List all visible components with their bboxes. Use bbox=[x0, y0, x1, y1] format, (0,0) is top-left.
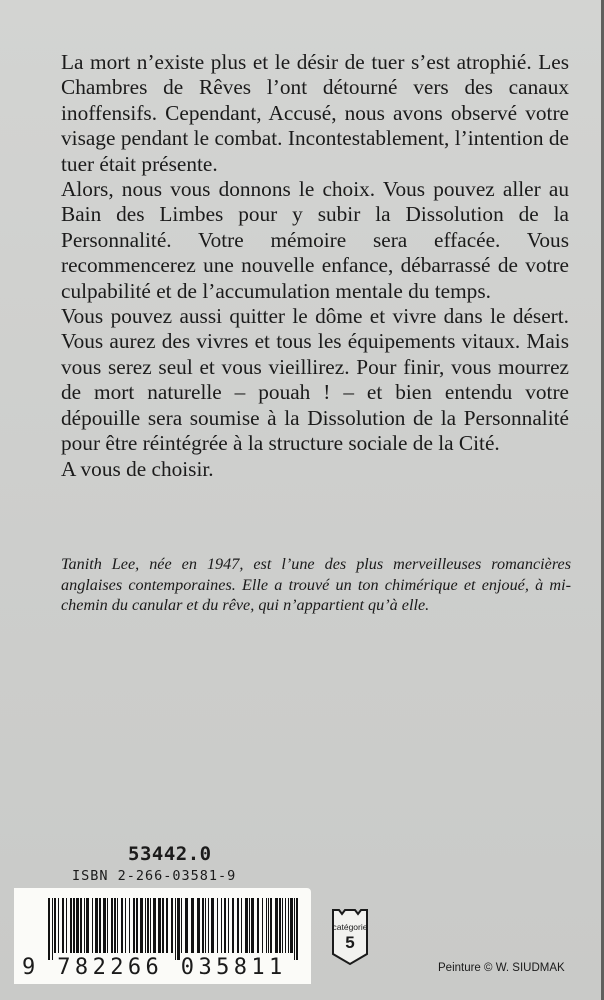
barcode-bar bbox=[185, 898, 188, 953]
barcode-bar bbox=[211, 898, 214, 953]
barcode-bar bbox=[275, 898, 278, 953]
barcode-bar bbox=[99, 898, 101, 953]
barcode-bar bbox=[129, 898, 130, 953]
blurb-paragraph-2: Alors, nous vous donnons le choix. Vous pouvez aller au Bain des Limbes pour y subir la Dissolution de la Personnalité. Votre mémoire sera effacée. Vous recommencerez une nouvelle enfance, débarrassé de votre culpabilité et de l’accumulation mentale du temps. bbox=[61, 177, 569, 303]
barcode-bar bbox=[197, 898, 200, 953]
barcode-bar bbox=[181, 898, 182, 953]
barcode-bar bbox=[232, 898, 234, 953]
category-label: catégorie bbox=[332, 922, 368, 932]
barcode-bar bbox=[111, 898, 113, 953]
barcode-bar bbox=[251, 898, 254, 953]
barcode-bar bbox=[117, 898, 118, 953]
barcode-bar bbox=[270, 898, 272, 953]
barcode-bar bbox=[241, 898, 242, 953]
barcode-bar bbox=[245, 898, 248, 953]
barcode-bar bbox=[290, 898, 293, 953]
barcode-bar bbox=[150, 898, 151, 953]
barcode-bar bbox=[114, 898, 116, 953]
price-code: 53442.0 bbox=[128, 843, 212, 865]
barcode-bar bbox=[257, 898, 259, 953]
barcode-bar bbox=[62, 898, 64, 953]
barcode-bar bbox=[208, 898, 209, 953]
barcode-bar bbox=[279, 898, 281, 953]
barcode-bar bbox=[136, 898, 138, 953]
barcode-bar bbox=[70, 898, 72, 953]
barcode-bar bbox=[140, 898, 143, 953]
barcode-bar bbox=[58, 898, 59, 953]
barcode-bar bbox=[177, 898, 180, 960]
barcode-digits: 9 782266 035811 bbox=[22, 955, 287, 980]
barcode-bar bbox=[54, 898, 56, 953]
barcode-bar bbox=[166, 898, 168, 953]
blurb-paragraph-4: A vous de choisir. bbox=[61, 456, 214, 481]
barcode-bar bbox=[249, 898, 250, 953]
barcode-bar bbox=[228, 898, 229, 953]
barcode-bar bbox=[202, 898, 204, 953]
barcode-bar bbox=[217, 898, 218, 953]
barcode-bar bbox=[66, 898, 67, 953]
barcode-bar bbox=[107, 898, 108, 953]
barcode-bar bbox=[147, 898, 149, 953]
barcode-bar bbox=[294, 898, 295, 960]
barcode-bar bbox=[224, 898, 226, 953]
barcode-bar bbox=[205, 898, 206, 953]
barcode-bar bbox=[171, 898, 173, 953]
category-badge bbox=[331, 908, 369, 966]
barcode-bar bbox=[158, 898, 161, 953]
barcode-bar bbox=[175, 898, 176, 960]
blurb-text bbox=[61, 50, 569, 482]
isbn: ISBN 2-266-03581-9 bbox=[72, 868, 237, 884]
barcode-bar bbox=[266, 898, 267, 953]
author-bio: Tanith Lee, née en 1947, est l’une des plus merveilleuses romancières anglaises contemporaines. Elle a trouvé un ton chimérique et enjoué, à mi-chemin du canular et du rêve, qui n’appartient qu’à elle. bbox=[61, 555, 571, 614]
barcode bbox=[14, 888, 311, 984]
barcode-bar bbox=[73, 898, 75, 953]
barcode-bar bbox=[86, 898, 89, 953]
barcode-bar bbox=[191, 898, 194, 953]
barcode-bar bbox=[162, 898, 164, 953]
barcode-bar bbox=[285, 898, 286, 953]
barcode-bar bbox=[133, 898, 135, 953]
barcode-bar bbox=[80, 898, 82, 953]
barcode-bar bbox=[92, 898, 93, 953]
barcode-bar bbox=[262, 898, 263, 953]
barcode-bar bbox=[84, 898, 85, 953]
barcode-bar bbox=[268, 898, 269, 953]
category-number: 5 bbox=[345, 933, 355, 952]
blurb-paragraph-3: Vous pouvez aussi quitter le dôme et vivre dans le désert. Vous aurez des vivres et tous les équipements vitaux. Mais vous serez seul et vous vieillirez. Pour finir, vous mourrez de mort naturelle – pouah ! – et bien entendu votre dépouille sera soumise à la Dissolution de la Personnalité pour être réintégrée à la structure sociale de la Cité. bbox=[61, 304, 569, 456]
barcode-bar bbox=[237, 898, 239, 953]
barcode-bar bbox=[153, 898, 156, 953]
cover-art-credit: Peinture © W. SIUDMAK bbox=[438, 962, 565, 974]
barcode-bar bbox=[103, 898, 106, 953]
barcode-bar bbox=[282, 898, 283, 953]
barcode-bar bbox=[125, 898, 126, 953]
barcode-bar bbox=[76, 898, 79, 953]
barcode-bar bbox=[145, 898, 146, 953]
barcode-bar bbox=[48, 898, 50, 960]
barcode-bar bbox=[288, 898, 289, 953]
barcode-bar bbox=[52, 898, 53, 960]
barcode-bar bbox=[121, 898, 123, 953]
barcode-bar bbox=[221, 898, 222, 953]
blurb-paragraph-1: La mort n’existe plus et le désir de tuer s’est atrophié. Les Chambres de Rêves l’ont détourné vers des canaux inoffensifs. Cependant, Accusé, nous avons observé votre visage pendant le combat. Incontestablement, l’intention de tuer était présente. bbox=[61, 50, 569, 176]
barcode-bar bbox=[296, 898, 298, 960]
barcode-bar bbox=[95, 898, 98, 953]
